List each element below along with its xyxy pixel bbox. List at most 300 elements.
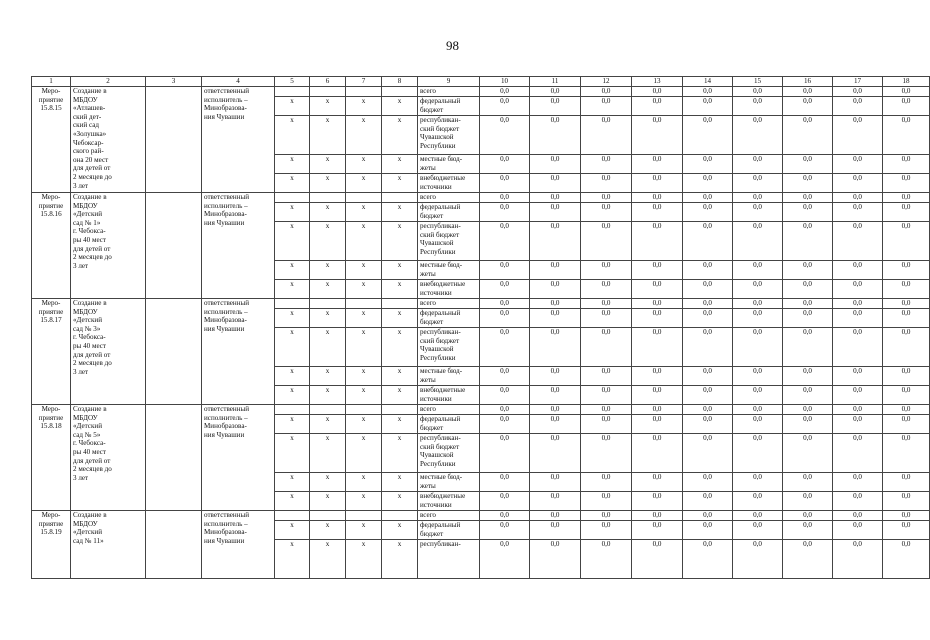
code-mark-cell: x (346, 116, 382, 155)
funding-source-line: ский бюджет (420, 442, 460, 451)
table-row (32, 405, 930, 415)
column-number: 16 (783, 77, 833, 87)
amount-cell: 0,0 (632, 174, 683, 193)
funding-source-line: федеральный (420, 521, 461, 529)
code-mark-cell: x (346, 492, 382, 511)
amount-cell: 0,0 (632, 97, 683, 116)
code-mark-cell: x (382, 434, 418, 473)
amount-cell: 0,0 (480, 405, 530, 415)
amount-cell: 0,0 (733, 174, 783, 193)
amount-cell: 0,0 (733, 521, 783, 540)
amount-cell: 0,0 (530, 434, 581, 473)
amount-cell: 0,0 (683, 511, 733, 521)
code-mark-cell: x (346, 280, 382, 299)
amount-cell: 0,0 (683, 473, 733, 492)
executor-line: ответственный (204, 405, 250, 413)
funding-source (418, 203, 480, 222)
amount-cell: 0,0 (733, 203, 783, 222)
column-number: 2 (71, 77, 146, 87)
amount-cell: 0,0 (632, 415, 683, 434)
code-mark-cell: x (275, 473, 310, 492)
funding-source-line: жеты (420, 163, 436, 172)
event-description-line: 3 лет (73, 261, 89, 270)
event-description-line: Создание в (73, 193, 107, 201)
amount-cell: 0,0 (883, 521, 930, 540)
table-row (32, 511, 930, 521)
funding-source (418, 87, 480, 97)
code-mark-cell: x (382, 97, 418, 116)
amount-cell: 0,0 (683, 386, 733, 405)
amount-cell: 0,0 (883, 116, 930, 155)
funding-source-line: источники (420, 394, 452, 403)
code-mark-cell: x (310, 97, 346, 116)
funding-source-line: Чувашской (420, 451, 454, 460)
code-mark-cell: x (346, 540, 382, 579)
amount-cell: 0,0 (733, 116, 783, 155)
funding-source-line: Республики (420, 247, 456, 256)
code-mark-cell: x (382, 309, 418, 328)
event-description-line: Создание в (73, 405, 107, 413)
funding-source (418, 299, 480, 309)
amount-cell: 0,0 (683, 97, 733, 116)
amount-cell: 0,0 (783, 309, 833, 328)
amount-cell: 0,0 (733, 473, 783, 492)
event-number-line: 15.8.18 (40, 422, 62, 431)
amount-cell: 0,0 (783, 299, 833, 309)
column-number: 4 (202, 77, 275, 87)
amount-cell: 0,0 (480, 309, 530, 328)
amount-cell: 0,0 (733, 261, 783, 280)
funding-source (418, 97, 480, 116)
code-mark-cell: x (382, 116, 418, 155)
code-mark-cell: x (275, 203, 310, 222)
event-description-line: сад № 5» (73, 430, 101, 439)
event-description-line: она 20 мест (73, 155, 109, 164)
amount-cell: 0,0 (683, 299, 733, 309)
code-mark-cell: x (310, 540, 346, 579)
executor-line: ния Чувашии (204, 218, 245, 227)
event-description-line: МБДОУ (73, 413, 98, 422)
amount-cell: 0,0 (683, 540, 733, 579)
amount-cell: 0,0 (883, 155, 930, 174)
funding-source (418, 309, 480, 328)
amount-cell: 0,0 (783, 203, 833, 222)
event-number-line: Меро- (41, 405, 61, 413)
event-description-line: 3 лет (73, 367, 89, 376)
event-description (71, 405, 146, 511)
executor-line: ответственный (204, 193, 250, 201)
amount-cell: 0,0 (632, 261, 683, 280)
amount-cell: 0,0 (632, 87, 683, 97)
amount-cell: 0,0 (581, 434, 632, 473)
amount-cell: 0,0 (632, 155, 683, 174)
event-description-line: «Детский (73, 528, 102, 537)
event-description-line: для детей от (73, 350, 111, 359)
code-mark-cell: x (310, 203, 346, 222)
amount-cell: 0,0 (783, 222, 833, 261)
event-description (71, 299, 146, 405)
executor-line: Минобразова- (204, 528, 247, 537)
funding-source-line: республикан- (420, 328, 461, 336)
funding-source-line: источники (420, 288, 452, 297)
funding-source-line: ский бюджет (420, 124, 460, 133)
table-row (32, 87, 930, 97)
funding-source (418, 155, 480, 174)
event-description-line: «Детский (73, 210, 102, 219)
amount-cell: 0,0 (833, 261, 883, 280)
amount-cell: 0,0 (733, 155, 783, 174)
event-description-line: 2 месяцев до (73, 465, 112, 474)
executor (202, 87, 275, 193)
amount-cell: 0,0 (883, 415, 930, 434)
amount-cell: 0,0 (530, 299, 581, 309)
event-description-line: ры 40 мест (73, 447, 107, 456)
amount-cell: 0,0 (480, 203, 530, 222)
event-description-line: 3 лет (73, 181, 89, 190)
code-mark-cell: x (275, 328, 310, 367)
executor (202, 193, 275, 299)
amount-cell: 0,0 (683, 116, 733, 155)
amount-cell: 0,0 (733, 328, 783, 367)
funding-source-line: бюджет (420, 423, 444, 432)
code-mark-cell: x (346, 521, 382, 540)
code-mark-cell (275, 405, 310, 415)
amount-cell: 0,0 (581, 174, 632, 193)
amount-cell: 0,0 (632, 222, 683, 261)
amount-cell: 0,0 (530, 386, 581, 405)
funding-source-line: внебюджетные (420, 492, 466, 500)
amount-cell: 0,0 (783, 116, 833, 155)
funding-source-line: всего (420, 405, 436, 413)
amount-cell: 0,0 (530, 492, 581, 511)
amount-cell: 0,0 (530, 174, 581, 193)
code-mark-cell: x (346, 473, 382, 492)
code-mark-cell (310, 405, 346, 415)
amount-cell: 0,0 (581, 116, 632, 155)
amount-cell: 0,0 (833, 367, 883, 386)
amount-cell: 0,0 (530, 473, 581, 492)
code-mark-cell: x (310, 386, 346, 405)
event-description-line: «Золушка» (73, 129, 107, 138)
event-description-line: 3 лет (73, 473, 89, 482)
event-number (32, 299, 71, 405)
code-mark-cell: x (310, 473, 346, 492)
executor-line: исполнитель – (204, 413, 248, 422)
amount-cell: 0,0 (480, 434, 530, 473)
funding-source-line: внебюджетные (420, 386, 466, 394)
amount-cell: 0,0 (530, 87, 581, 97)
amount-cell: 0,0 (632, 299, 683, 309)
amount-cell: 0,0 (833, 299, 883, 309)
funding-source-line: Чувашской (420, 345, 454, 354)
code-mark-cell: x (346, 309, 382, 328)
amount-cell: 0,0 (480, 492, 530, 511)
event-description-line: ры 40 мест (73, 341, 107, 350)
funding-source-line: жеты (420, 481, 436, 490)
funding-source-line: внебюджетные (420, 280, 466, 288)
event-number-line: Меро- (41, 87, 61, 95)
amount-cell: 0,0 (733, 222, 783, 261)
amount-cell: 0,0 (581, 492, 632, 511)
code-mark-cell: x (275, 367, 310, 386)
funding-source-line: федеральный (420, 203, 461, 211)
code-mark-cell: x (275, 492, 310, 511)
table-row (32, 299, 930, 309)
amount-cell: 0,0 (480, 540, 530, 579)
amount-cell: 0,0 (883, 434, 930, 473)
amount-cell: 0,0 (783, 87, 833, 97)
event-number-line: 15.8.15 (40, 104, 62, 113)
code-mark-cell: x (275, 261, 310, 280)
amount-cell: 0,0 (783, 155, 833, 174)
event-description-line: для детей от (73, 244, 111, 253)
event-description-line: сад № 1» (73, 218, 101, 227)
amount-cell: 0,0 (632, 280, 683, 299)
event-number (32, 511, 71, 579)
event-description-line: г. Чебокса- (73, 333, 106, 342)
event-description-line: МБДОУ (73, 201, 98, 210)
amount-cell: 0,0 (733, 97, 783, 116)
code-mark-cell (275, 299, 310, 309)
event-description-line: ры 40 мест (73, 235, 107, 244)
amount-cell: 0,0 (833, 309, 883, 328)
amount-cell: 0,0 (683, 155, 733, 174)
event-number-line: приятие (38, 95, 64, 104)
amount-cell: 0,0 (783, 174, 833, 193)
column-number: 18 (883, 77, 930, 87)
funding-source-line: местные бюд- (420, 473, 463, 481)
code-mark-cell: x (275, 386, 310, 405)
amount-cell: 0,0 (883, 511, 930, 521)
code-mark-cell (275, 193, 310, 203)
event-description-line: МБДОУ (73, 95, 98, 104)
amount-cell: 0,0 (783, 405, 833, 415)
executor-line: исполнитель – (204, 95, 248, 104)
amount-cell: 0,0 (632, 386, 683, 405)
amount-cell: 0,0 (783, 367, 833, 386)
amount-cell: 0,0 (783, 261, 833, 280)
event-number-line: приятие (38, 519, 64, 528)
amount-cell: 0,0 (683, 261, 733, 280)
code-mark-cell: x (310, 328, 346, 367)
funding-source (418, 540, 480, 579)
amount-cell: 0,0 (683, 87, 733, 97)
funding-source-line: жеты (420, 269, 436, 278)
amount-cell: 0,0 (833, 434, 883, 473)
event-description-line: «Атлашев- (73, 104, 106, 113)
funding-source-line: Республики (420, 141, 456, 150)
amount-cell: 0,0 (883, 492, 930, 511)
amount-cell: 0,0 (480, 222, 530, 261)
event-description-line: 2 месяцев до (73, 172, 112, 181)
code-mark-cell: x (275, 280, 310, 299)
funding-source (418, 222, 480, 261)
code-mark-cell (382, 511, 418, 521)
amount-cell: 0,0 (833, 473, 883, 492)
event-number (32, 193, 71, 299)
funding-source-line: жеты (420, 375, 436, 384)
funding-source (418, 415, 480, 434)
amount-cell: 0,0 (632, 405, 683, 415)
code-mark-cell: x (382, 155, 418, 174)
amount-cell: 0,0 (733, 434, 783, 473)
column-number: 11 (530, 77, 581, 87)
column-number: 3 (146, 77, 202, 87)
amount-cell: 0,0 (783, 415, 833, 434)
amount-cell: 0,0 (833, 540, 883, 579)
amount-cell: 0,0 (683, 492, 733, 511)
code-mark-cell: x (346, 415, 382, 434)
code-mark-cell: x (346, 261, 382, 280)
amount-cell: 0,0 (632, 203, 683, 222)
amount-cell: 0,0 (581, 97, 632, 116)
code-mark-cell: x (310, 492, 346, 511)
event-description-line: Создание в (73, 87, 107, 95)
amount-cell: 0,0 (683, 222, 733, 261)
column-number: 12 (581, 77, 632, 87)
event-number-line: приятие (38, 413, 64, 422)
column-3-cell (146, 87, 202, 193)
executor-line: ния Чувашии (204, 324, 245, 333)
amount-cell: 0,0 (480, 367, 530, 386)
amount-cell: 0,0 (632, 328, 683, 367)
funding-source (418, 473, 480, 492)
column-number: 10 (480, 77, 530, 87)
event-description (71, 87, 146, 193)
code-mark-cell: x (346, 367, 382, 386)
event-description-line: ский сад (73, 121, 99, 130)
amount-cell: 0,0 (581, 193, 632, 203)
code-mark-cell (382, 87, 418, 97)
funding-source-line: республикан- (420, 116, 461, 124)
amount-cell: 0,0 (480, 193, 530, 203)
funding-source (418, 174, 480, 193)
amount-cell: 0,0 (833, 97, 883, 116)
amount-cell: 0,0 (530, 203, 581, 222)
funding-source-line: бюджет (420, 105, 444, 114)
event-description-line: «Детский (73, 316, 102, 325)
code-mark-cell: x (310, 521, 346, 540)
amount-cell: 0,0 (632, 473, 683, 492)
amount-cell: 0,0 (530, 261, 581, 280)
amount-cell: 0,0 (581, 203, 632, 222)
amount-cell: 0,0 (632, 193, 683, 203)
amount-cell: 0,0 (883, 261, 930, 280)
code-mark-cell: x (310, 367, 346, 386)
funding-source (418, 116, 480, 155)
code-mark-cell (310, 87, 346, 97)
code-mark-cell: x (310, 261, 346, 280)
code-mark-cell: x (310, 434, 346, 473)
amount-cell: 0,0 (632, 116, 683, 155)
funding-source (418, 521, 480, 540)
amount-cell: 0,0 (833, 280, 883, 299)
code-mark-cell: x (382, 540, 418, 579)
code-mark-cell: x (275, 434, 310, 473)
funding-source-line: всего (420, 193, 436, 201)
amount-cell: 0,0 (632, 309, 683, 328)
amount-cell: 0,0 (883, 87, 930, 97)
code-mark-cell (346, 405, 382, 415)
event-description-line: Создание в (73, 511, 107, 519)
amount-cell: 0,0 (530, 97, 581, 116)
amount-cell: 0,0 (581, 309, 632, 328)
column-3-cell (146, 405, 202, 511)
funding-source-line: ский бюджет (420, 336, 460, 345)
amount-cell: 0,0 (530, 521, 581, 540)
funding-source (418, 367, 480, 386)
funding-source (418, 386, 480, 405)
funding-source-line: Республики (420, 459, 456, 468)
code-mark-cell: x (310, 155, 346, 174)
amount-cell: 0,0 (632, 367, 683, 386)
amount-cell: 0,0 (833, 511, 883, 521)
amount-cell: 0,0 (733, 299, 783, 309)
amount-cell: 0,0 (833, 405, 883, 415)
table-row (32, 193, 930, 203)
amount-cell: 0,0 (733, 540, 783, 579)
funding-source (418, 193, 480, 203)
amount-cell: 0,0 (683, 203, 733, 222)
amount-cell: 0,0 (480, 299, 530, 309)
executor-line: исполнитель – (204, 519, 248, 528)
amount-cell: 0,0 (581, 155, 632, 174)
event-description-line: 2 месяцев до (73, 253, 112, 262)
code-mark-cell (275, 87, 310, 97)
funding-source-line: федеральный (420, 97, 461, 105)
column-number: 7 (346, 77, 382, 87)
amount-cell: 0,0 (632, 434, 683, 473)
funding-source-line: местные бюд- (420, 367, 463, 375)
amount-cell: 0,0 (783, 328, 833, 367)
code-mark-cell: x (346, 155, 382, 174)
code-mark-cell: x (382, 415, 418, 434)
event-number-line: Меро- (41, 193, 61, 201)
funding-source-line: республикан- (420, 222, 461, 230)
amount-cell: 0,0 (783, 280, 833, 299)
code-mark-cell: x (346, 386, 382, 405)
column-3-cell (146, 193, 202, 299)
amount-cell: 0,0 (581, 280, 632, 299)
amount-cell: 0,0 (883, 386, 930, 405)
amount-cell: 0,0 (833, 386, 883, 405)
amount-cell: 0,0 (833, 328, 883, 367)
event-description-line: МБДОУ (73, 307, 98, 316)
amount-cell: 0,0 (883, 309, 930, 328)
amount-cell: 0,0 (480, 155, 530, 174)
amount-cell: 0,0 (581, 540, 632, 579)
executor-line: Минобразова- (204, 316, 247, 325)
column-number: 13 (632, 77, 683, 87)
column-number: 14 (683, 77, 733, 87)
amount-cell: 0,0 (733, 405, 783, 415)
code-mark-cell: x (275, 174, 310, 193)
column-number: 9 (418, 77, 480, 87)
amount-cell: 0,0 (480, 511, 530, 521)
amount-cell: 0,0 (480, 386, 530, 405)
amount-cell: 0,0 (883, 405, 930, 415)
code-mark-cell (346, 193, 382, 203)
event-description-line: МБДОУ (73, 519, 98, 528)
amount-cell: 0,0 (530, 222, 581, 261)
code-mark-cell: x (275, 97, 310, 116)
code-mark-cell: x (346, 434, 382, 473)
amount-cell: 0,0 (733, 280, 783, 299)
amount-cell: 0,0 (833, 492, 883, 511)
code-mark-cell (310, 193, 346, 203)
executor-line: Минобразова- (204, 422, 247, 431)
funding-source (418, 511, 480, 521)
